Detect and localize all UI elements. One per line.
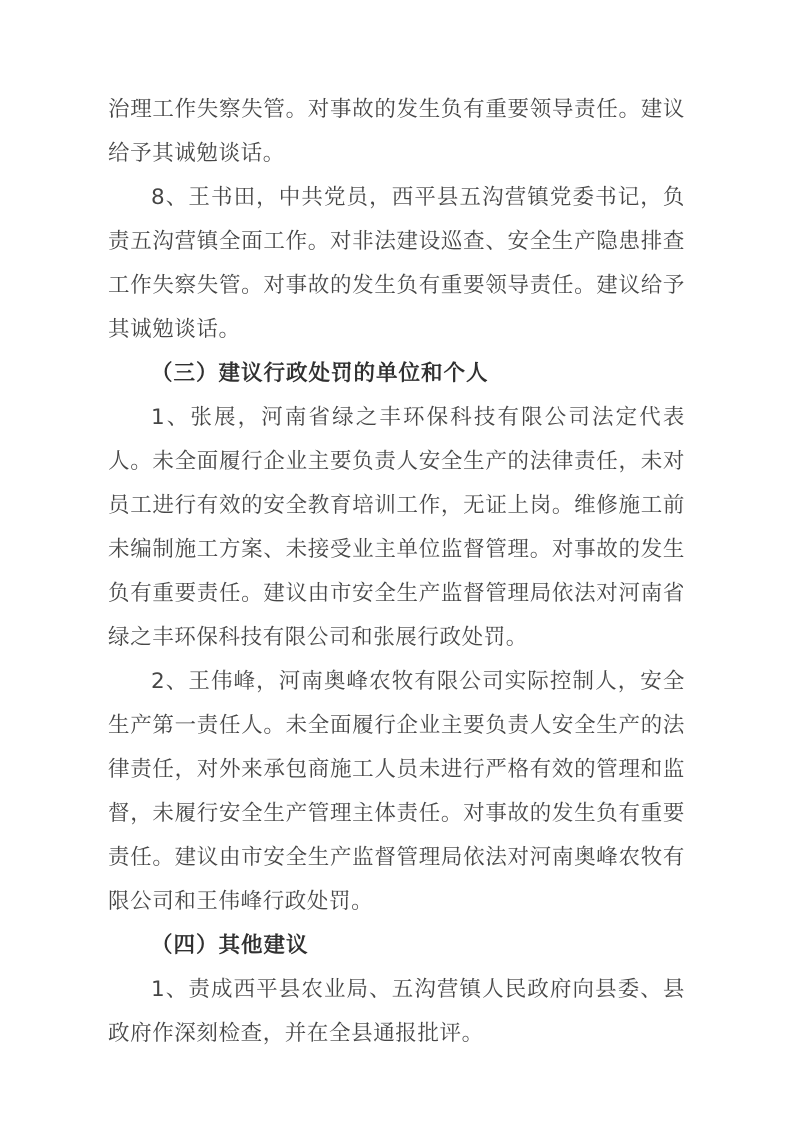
paragraph-item-2-wangweifeng: 2、王伟峰，河南奥峰农牧有限公司实际控制人，安全生产第一责任人。未全面履行企业主要负责人安全生产的法律责任，对外来承包商施工人员未进行严格有效的管理和监督，未履行安全生产管理主体责任。对事故的发生负有重要责任。建议由市安全生产监督管理局依法对河南奥峰农牧有限公司和王伟峰行政处罚。 [108, 669, 685, 914]
section-heading-four: （四）其他建议 [151, 933, 309, 958]
section-heading-three: （三）建议行政处罚的单位和个人 [151, 361, 489, 386]
paragraph-item-1-zhangzhan: 1、张展，河南省绿之丰环保科技有限公司法定代表人。未全面履行企业主要负责人安全生产的法律责任，未对员工进行有效的安全教育培训工作，无证上岗。维修施工前未编制施工方案、未接受业主单位监督管理。对事故的发生负有重要责任。建议由市安全生产监督管理局依法对河南省绿之丰环保科技有限公司和张展行政处罚。 [108, 405, 685, 650]
paragraph-other-item-1: 1、责成西平县农业局、五沟营镇人民政府向县委、县政府作深刻检查，并在全县通报批评。 [108, 977, 685, 1046]
paragraph-continuation: 治理工作失察失管。对事故的发生负有重要领导责任。建议给予其诚勉谈话。 [108, 97, 685, 166]
document-body [108, 88, 685, 1056]
paragraph-item-8: 8、王书田，中共党员，西平县五沟营镇党委书记，负责五沟营镇全面工作。对非法建设巡查、安全生产隐患排查工作失察失管。对事故的发生负有重要领导责任。建议给予其诚勉谈话。 [108, 185, 685, 342]
